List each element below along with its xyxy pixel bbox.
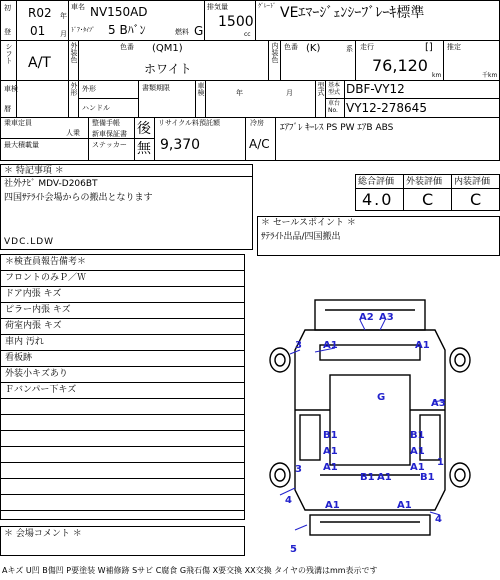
car-inspection-label: 車検 xyxy=(197,82,205,96)
mark-a2: A2 xyxy=(359,312,374,323)
special-notes-title: ＊ 特記事項 ＊ xyxy=(4,166,64,176)
month-unit-2: 月 xyxy=(286,89,293,97)
handle-label: ハンドル xyxy=(82,104,110,112)
equipment-list: ｴｱﾌﾞﾚ ｷｰﾚｽ PS PW ｴｱB ABS xyxy=(280,123,394,133)
mark-a1-bottom-left: A1 xyxy=(325,500,340,511)
roof-outline xyxy=(330,375,410,465)
mark-b1-rear-right: B1 xyxy=(420,472,435,483)
mark-a3-top: A3 xyxy=(379,312,394,323)
car-damage-diagram xyxy=(255,290,500,560)
capacity-label: 乗車定員 xyxy=(4,119,32,127)
displacement-value: 1500 xyxy=(218,14,254,30)
grade-value: VEｴﾏｰｼﾞｪﾝｼｰﾌﾞﾚｰｷ標準 xyxy=(280,5,425,21)
color-name: ホワイト xyxy=(144,62,192,76)
inspection-item xyxy=(1,479,244,495)
inspection-item xyxy=(1,495,244,511)
ac-value: A/C xyxy=(249,137,270,151)
recycle-label: リサイクル料預託額 xyxy=(158,119,221,127)
mark-a3-side: A3 xyxy=(431,398,446,409)
body-outline xyxy=(295,330,445,510)
inspection-item: ピラー内張 キズ xyxy=(1,303,244,319)
calendar-label: 暦 xyxy=(4,105,11,113)
inspection-item: Ｆバンパー下キズ xyxy=(1,383,244,399)
mark-a1-bottom-right: A1 xyxy=(397,500,412,511)
door-type-label: ﾄﾞｱ･ﾀｲﾌﾟ xyxy=(71,27,96,34)
reg-month: 01 xyxy=(30,24,46,38)
inspection-item: 車内 汚れ xyxy=(1,335,244,351)
capacity-unit: 人乗 xyxy=(66,129,80,137)
fuel-label: 燃料 xyxy=(175,28,189,36)
exterior-score-label: 外装評価 xyxy=(406,177,443,187)
warranty-label: 新車保証書 xyxy=(92,130,127,138)
door-type: 5 Bﾊﾞﾝ xyxy=(108,23,146,37)
mileage-label: 走行 xyxy=(360,43,374,51)
inspection-item: 荷室内張 キズ xyxy=(1,319,244,335)
mark-a1-right: A1 xyxy=(410,446,425,457)
mark-4-right: 4 xyxy=(435,514,442,525)
maint-value: 後 xyxy=(137,121,151,137)
mark-1-rear-right: 1 xyxy=(437,457,444,468)
shift-label: シフト xyxy=(5,43,13,64)
inspection-item: フロントのみＰ／Ｗ xyxy=(1,271,244,287)
interior-color-no-label: 色番 xyxy=(284,43,298,51)
sales-point-text: ｻﾃﾗｲﾄ出品/四国搬出 xyxy=(261,232,341,242)
shift-value: A/T xyxy=(28,55,51,71)
inspection-item xyxy=(1,431,244,447)
color-no-label: 色番 xyxy=(120,43,134,51)
venue-comment-title: ＊ 会場コメント ＊ xyxy=(4,529,82,539)
outer-label: 外形 xyxy=(70,82,78,96)
special-note-3: VDC.LDW xyxy=(4,237,55,247)
total-score: 4.0 xyxy=(362,190,394,209)
max-load-label: 最大積載量 xyxy=(4,141,39,149)
mark-3-rear-left: 3 xyxy=(295,464,302,475)
shape-label: 外形 xyxy=(82,85,96,93)
maint-label: 整備手帳 xyxy=(92,119,120,127)
mileage-unit: km xyxy=(432,72,442,79)
fuel-value: G xyxy=(194,24,204,38)
base-model-label: 基本型式 xyxy=(328,82,341,96)
assessed-label: 推定 xyxy=(447,43,461,51)
mark-a1-left: A1 xyxy=(323,446,338,457)
inspection-item: 看板跡 xyxy=(1,351,244,367)
damage-code-legend: Aキズ U凹 B傷凹 P要塗装 W補修跡 Sサビ C腐食 G飛石傷 X要交換 XX交換 タイヤの残溝はmm表示です xyxy=(2,566,378,575)
mark-a1-rear-left: A1 xyxy=(323,462,338,473)
total-score-label: 総合評価 xyxy=(358,177,395,187)
mileage-value: 76,120 xyxy=(372,56,428,75)
first-reg-label-b: 登 xyxy=(4,28,11,36)
mark-a1-rear-right: A1 xyxy=(410,462,425,473)
color-code: (QM1) xyxy=(152,43,183,54)
mark-a1-front-right: A1 xyxy=(415,340,430,351)
interior-score-label: 内装評価 xyxy=(454,177,491,187)
inspection-item: ドア内張 キズ xyxy=(1,287,244,303)
inspection-item xyxy=(1,415,244,431)
special-note-2: 四国ｻﾃﾗｲﾄ会場からの搬出となります xyxy=(4,193,153,203)
warranty-value: 無 xyxy=(137,141,151,157)
first-reg-label-a: 初 xyxy=(4,4,11,12)
inspection-item xyxy=(1,463,244,479)
displacement-label: 排気量 xyxy=(207,3,228,11)
reg-year: R02 xyxy=(28,6,52,20)
interior-color-label: 内装色 xyxy=(271,42,279,63)
model-name: NV150AD xyxy=(90,5,148,19)
grade-label: ｸﾞﾚｰﾄﾞ xyxy=(258,3,277,10)
year-unit-2: 年 xyxy=(236,89,243,97)
mileage-bracket: [] xyxy=(425,42,433,53)
exterior-color-label: 外装色 xyxy=(70,42,78,63)
rear-bumper-outline xyxy=(310,515,430,535)
mark-b1-left: B1 xyxy=(323,430,338,441)
mark-b1-right: B1 xyxy=(410,430,425,441)
chassis-label: 車台No. xyxy=(328,100,341,114)
assessed-unit: 千km xyxy=(482,72,498,79)
inspection-item: 外装小キズあり xyxy=(1,367,244,383)
mark-a1-rear: A1 xyxy=(377,472,392,483)
interior-code: (K) xyxy=(306,43,321,54)
mark-5-bumper: 5 xyxy=(290,544,297,555)
mark-a1-front-left: A1 xyxy=(323,340,338,351)
ac-label: 冷房 xyxy=(250,119,264,127)
displacement-unit: cc xyxy=(244,31,251,38)
inspection-label: 車検 xyxy=(4,85,18,93)
inspection-remarks-box xyxy=(0,254,245,520)
interior-score: C xyxy=(470,190,482,209)
inspection-title: ＊検査員報告備考＊ xyxy=(1,255,244,271)
mark-4-left: 4 xyxy=(285,495,292,506)
interior-unit: 系 xyxy=(346,45,353,53)
doc-deadline-label: 書類期限 xyxy=(142,84,170,92)
exterior-score: C xyxy=(422,190,434,209)
special-note-1: 社外ﾅﾋﾞ MDV-D206BT xyxy=(4,179,98,189)
mark-g-roof: G xyxy=(377,392,386,403)
month-unit: 月 xyxy=(60,30,67,38)
sticker-label: ステッカー xyxy=(92,141,127,149)
year-unit: 年 xyxy=(60,12,67,20)
inspection-item xyxy=(1,447,244,463)
serial-label: 型式 xyxy=(317,82,325,96)
recycle-value: 9,370 xyxy=(160,137,201,153)
inspection-item xyxy=(1,399,244,415)
mark-b1-rear: B1 xyxy=(360,472,375,483)
base-model: DBF-VY12 xyxy=(346,82,405,96)
sales-point-title: ＊ セールスポイント ＊ xyxy=(261,218,356,228)
model-label: 車名 xyxy=(71,3,85,11)
chassis-no: VY12-278645 xyxy=(346,101,427,115)
mark-3-front-left: 3 xyxy=(295,340,302,351)
